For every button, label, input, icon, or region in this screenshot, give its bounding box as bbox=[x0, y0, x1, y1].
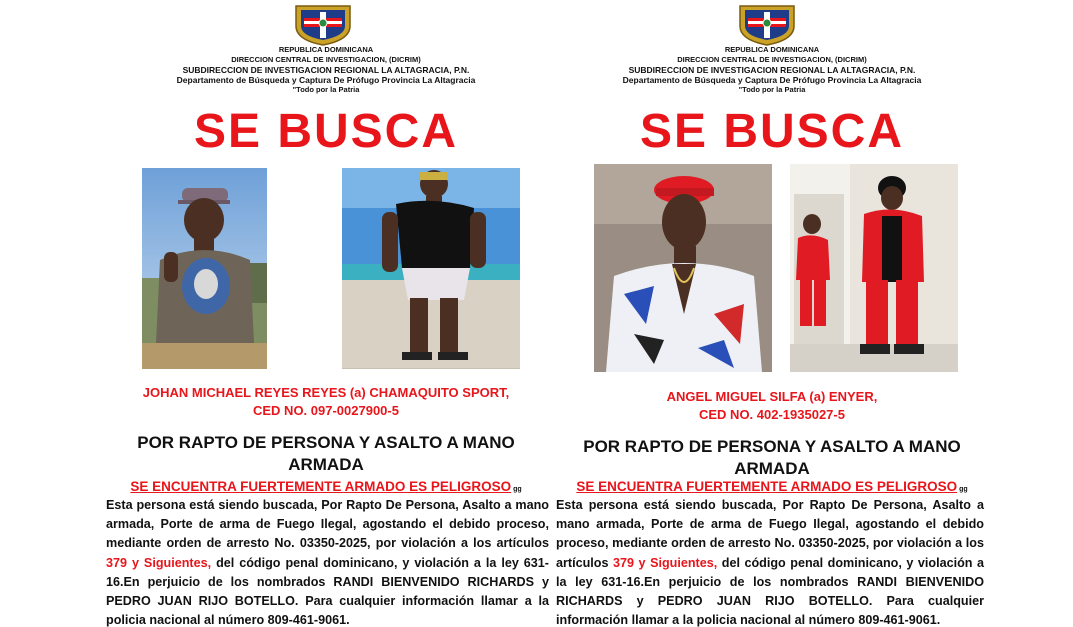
wanted-poster-left bbox=[96, 0, 556, 627]
police-emblem-icon bbox=[290, 2, 356, 46]
warning-suffix: gg bbox=[959, 486, 968, 493]
suspect-name: JOHAN MICHAEL REYES REYES (a) CHAMAQUITO SPORT, bbox=[142, 385, 510, 400]
header-line: REPUBLICA DOMINICANA bbox=[278, 45, 374, 54]
agency-header bbox=[96, 45, 556, 95]
description-paragraph bbox=[556, 496, 984, 627]
suspect-photo bbox=[142, 168, 267, 369]
header-line: SUBDIRECCION DE INVESTIGACION REGIONAL LA ALTAGRACIA, P.N. bbox=[182, 65, 470, 75]
suspect-id-number: CED NO. 402-1935027-5 bbox=[699, 407, 845, 422]
header-line: SUBDIRECCION DE INVESTIGACION REGIONAL LA ALTAGRACIA, P.N. bbox=[628, 65, 916, 75]
article-reference: 379 y Siguientes, bbox=[613, 555, 718, 570]
header-line: Departamento de Búsqueda y Captura De Prófugo Provincia La Altagracia bbox=[176, 75, 476, 85]
wanted-poster-right bbox=[552, 0, 992, 627]
description-text: Esta persona está siendo buscada, Por Rapto De Persona, Asalto a mano armada, Porte de arma de Fuego Ilegal, agostando el debido proceso, mediante orden de arresto No. 03350-2025, por violación a los artículos bbox=[556, 498, 984, 570]
charge-line: POR RAPTO DE PERSONA Y ASALTO A MANO bbox=[137, 433, 515, 452]
suspect-photo bbox=[594, 164, 772, 372]
header-line: REPUBLICA DOMINICANA bbox=[724, 45, 820, 54]
suspect-id-number: CED NO. 097-0027900-5 bbox=[253, 403, 399, 418]
description-text: del código penal dominicano, y violación a la ley 631-16.En perjuicio de los nombrados RANDI BIENVENIDO RICHARDS y PEDRO JUAN RIJO BOTELLO. Para cualquier información llamar a la policia nacional al número 809-461-9061. bbox=[556, 555, 984, 627]
charge-line: POR RAPTO DE PERSONA Y ASALTO A MANO bbox=[583, 437, 961, 456]
article-reference: 379 y Siguientes, bbox=[106, 555, 212, 570]
description-paragraph bbox=[106, 496, 549, 627]
police-emblem-icon bbox=[734, 2, 800, 46]
warning-text: SE ENCUENTRA FUERTEMENTE ARMADO ES PELIGROSO bbox=[130, 479, 512, 494]
wanted-title: SE BUSCA bbox=[639, 105, 905, 158]
suspect-photo bbox=[790, 164, 958, 372]
warning-text: SE ENCUENTRA FUERTEMENTE ARMADO ES PELIGROSO bbox=[576, 479, 958, 494]
charge-line: ARMADA bbox=[288, 455, 364, 474]
header-line: Departamento de Búsqueda y Captura De Prófugo Provincia La Altagracia bbox=[622, 75, 922, 85]
description-text: del código penal dominicano, y violación a la ley 631-16.En perjuicio de los nombrados RANDI BIENVENIDO RICHARDS y PEDRO JUAN RIJO BOTELLO. Para cualquier información llamar a la policia nacional al número 809-461-9061. bbox=[106, 555, 549, 627]
charge-line: ARMADA bbox=[734, 459, 810, 478]
suspect-name: ANGEL MIGUEL SILFA (a) ENYER, bbox=[666, 389, 878, 404]
danger-warning bbox=[96, 478, 556, 496]
agency-header bbox=[552, 45, 992, 95]
suspect-photo bbox=[342, 168, 520, 369]
header-line: DIRECCION CENTRAL DE INVESTIGACION, (DICRIM) bbox=[677, 55, 867, 64]
description-text: Esta persona está siendo buscada, Por Rapto De Persona, Asalto a mano armada, Porte de arma de Fuego Ilegal, agostando el debido proceso, mediante orden de arresto No. 03350-2025, por violación a los artículos bbox=[106, 498, 549, 551]
warning-suffix: gg bbox=[513, 486, 522, 493]
header-line: "Todo por la Patria bbox=[292, 85, 360, 94]
wanted-title: SE BUSCA bbox=[193, 105, 459, 158]
header-line: DIRECCION CENTRAL DE INVESTIGACION, (DICRIM) bbox=[231, 55, 421, 64]
header-line: "Todo por la Patria bbox=[738, 85, 806, 94]
danger-warning bbox=[552, 478, 992, 496]
